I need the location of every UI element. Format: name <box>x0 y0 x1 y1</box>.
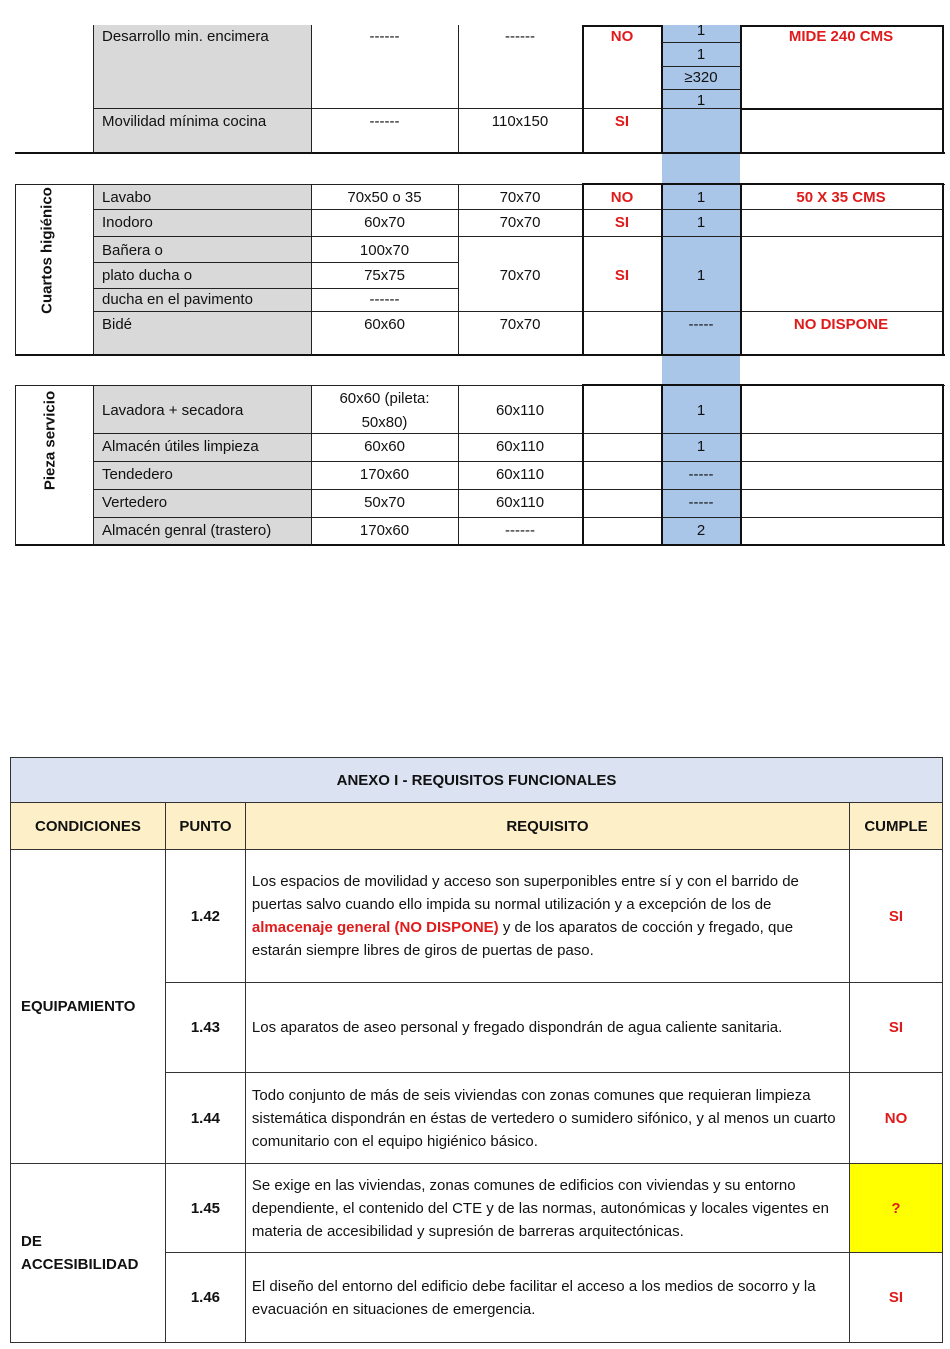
complies-1-43: SI <box>850 983 943 1073</box>
table-row <box>11 1164 943 1253</box>
bath-col1-6: 60x60 <box>364 316 405 333</box>
svc-num-2: 1 <box>696 438 706 455</box>
kitchen-item-1: Desarrollo min. encimera <box>102 28 269 45</box>
requirement-1-43: Los aparatos de aseo personal y fregado dispondrán de agua caliente sanitaria. <box>245 983 849 1073</box>
svc-num-5: 2 <box>696 522 706 539</box>
point-1-46: 1.46 <box>165 1253 245 1343</box>
bath-col2-4: 70x70 <box>499 267 541 284</box>
bath-cumple-4: SI <box>614 267 630 284</box>
kitchen-col1-1: ------ <box>369 28 400 45</box>
header-requirement: REQUISITO <box>245 803 849 850</box>
complies-1-42: SI <box>850 850 943 983</box>
svc-col2-3: 60x110 <box>495 466 545 483</box>
bath-obs-1: 50 X 35 CMS <box>796 189 886 206</box>
bath-col2-6: 70x70 <box>499 316 541 333</box>
svc-col1-3: 170x60 <box>359 466 410 483</box>
point-1-45: 1.45 <box>165 1164 245 1253</box>
bath-col1-2: 60x70 <box>364 214 405 231</box>
bathroom-section-label: Cuartos higiénico <box>38 187 56 314</box>
svc-num-4: ----- <box>688 494 714 511</box>
condition-equipamiento: EQUIPAMIENTO <box>11 850 166 1164</box>
kitchen-num-1a: 1 <box>696 22 706 39</box>
bath-item-5: ducha en el pavimento <box>102 291 253 308</box>
annex-title: ANEXO I - REQUISITOS FUNCIONALES <box>11 758 943 803</box>
svc-num-1: 1 <box>696 402 706 419</box>
svc-col2-2: 60x110 <box>495 438 545 455</box>
bath-item-3: Bañera o <box>102 242 163 259</box>
svc-col1-5: 170x60 <box>359 522 410 539</box>
bath-item-6: Bidé <box>102 316 133 333</box>
bath-item-2: Inodoro <box>102 214 153 231</box>
kitchen-cumple-2: SI <box>614 113 630 130</box>
complies-1-46: SI <box>850 1253 943 1343</box>
svc-num-3: ----- <box>688 466 714 483</box>
svc-col1-2: 60x60 <box>364 438 405 455</box>
header-complies: CUMPLE <box>850 803 943 850</box>
bath-obs-6: NO DISPONE <box>793 316 889 333</box>
bath-item-4: plato ducha o <box>102 267 193 284</box>
bath-item-1: Lavabo <box>102 189 152 206</box>
svc-item-3: Tendedero <box>102 466 173 483</box>
requirement-1-46: El diseño del entorno del edificio debe facilitar el acceso a los medios de socorro y la evacuación en situaciones de emergencia. <box>245 1253 849 1343</box>
kitchen-col2-1: ------ <box>505 28 535 45</box>
complies-1-44: NO <box>850 1073 943 1164</box>
table-row <box>11 850 943 983</box>
bath-num-1: 1 <box>696 189 706 206</box>
requirement-1-42: Los espacios de movilidad y acceso son superponibles entre sí y con el barrido de puertas salvo cuando ello impida su normal utilización y a excepción de los de almacenaje general (NO DISPONE) y de los aparatos de cocción y fregado, que estarán siempre libres de giros de puertas de paso. <box>245 850 849 983</box>
svc-col2-1: 60x110 <box>495 402 545 419</box>
requirement-highlight: almacenaje general (NO DISPONE) <box>251 919 499 936</box>
bath-col1-3: 100x70 <box>359 242 410 259</box>
svc-col2-5: ------ <box>505 522 535 539</box>
kitchen-cumple-1: NO <box>610 28 634 45</box>
bath-col1-5: ------ <box>369 291 400 308</box>
requirement-1-44: Todo conjunto de más de seis viviendas con zonas comunes que requieran limpieza sistemática dispondrán en éstas de vertedero o sumidero sifónico, y al menos un cuarto comunitario con el equipo higiénico básico. <box>245 1073 849 1164</box>
svc-item-5: Almacén genral (trastero) <box>102 522 272 539</box>
svc-item-2: Almacén útiles limpieza <box>102 438 259 455</box>
bath-num-6: ----- <box>688 316 714 333</box>
svc-col1-4: 50x70 <box>364 494 405 511</box>
bath-col1-1: 70x50 o 35 <box>347 189 422 206</box>
bath-num-2: 1 <box>696 214 706 231</box>
kitchen-col2-2: 110x150 <box>491 113 549 130</box>
svc-item-4: Vertedero <box>102 494 168 511</box>
service-section-label: Pieza servicio <box>41 390 59 491</box>
kitchen-num-1c: ≥320 <box>684 69 718 86</box>
kitchen-num-1b: 1 <box>696 46 706 63</box>
kitchen-num-1d: 1 <box>696 92 706 109</box>
svc-col1-1b: 50x80) <box>361 414 408 431</box>
point-1-43: 1.43 <box>165 983 245 1073</box>
svc-col1-1a: 60x60 (pileta: <box>339 390 430 407</box>
header-point: PUNTO <box>165 803 245 850</box>
point-1-42: 1.42 <box>165 850 245 983</box>
kitchen-item-2: Movilidad mínima cocina <box>102 113 267 130</box>
kitchen-col1-2: ------ <box>369 113 400 130</box>
svc-item-1: Lavadora + secadora <box>102 402 244 419</box>
bath-cumple-1: NO <box>610 189 634 206</box>
header-conditions: CONDICIONES <box>11 803 166 850</box>
point-1-44: 1.44 <box>165 1073 245 1164</box>
annex-table <box>10 757 943 1343</box>
svc-col2-4: 60x110 <box>495 494 545 511</box>
bath-col2-2: 70x70 <box>499 214 541 231</box>
bath-col2-1: 70x70 <box>499 189 541 206</box>
bath-cumple-2: SI <box>614 214 630 231</box>
requirement-1-45: Se exige en las viviendas, zonas comunes de edificios con viviendas y su entorno dependiente, el contenido del CTE y de las normas, autonómicas y locales vigentes en materia de accesibilidad y supresión de barreras arquitectónicas. <box>245 1164 849 1253</box>
kitchen-obs-1: MIDE 240 CMS <box>788 28 894 45</box>
bath-num-4: 1 <box>696 267 706 284</box>
complies-1-45: ? <box>850 1164 943 1253</box>
bath-col1-4: 75x75 <box>364 267 405 284</box>
condition-accesibilidad: DE ACCESIBILIDAD <box>11 1164 166 1343</box>
